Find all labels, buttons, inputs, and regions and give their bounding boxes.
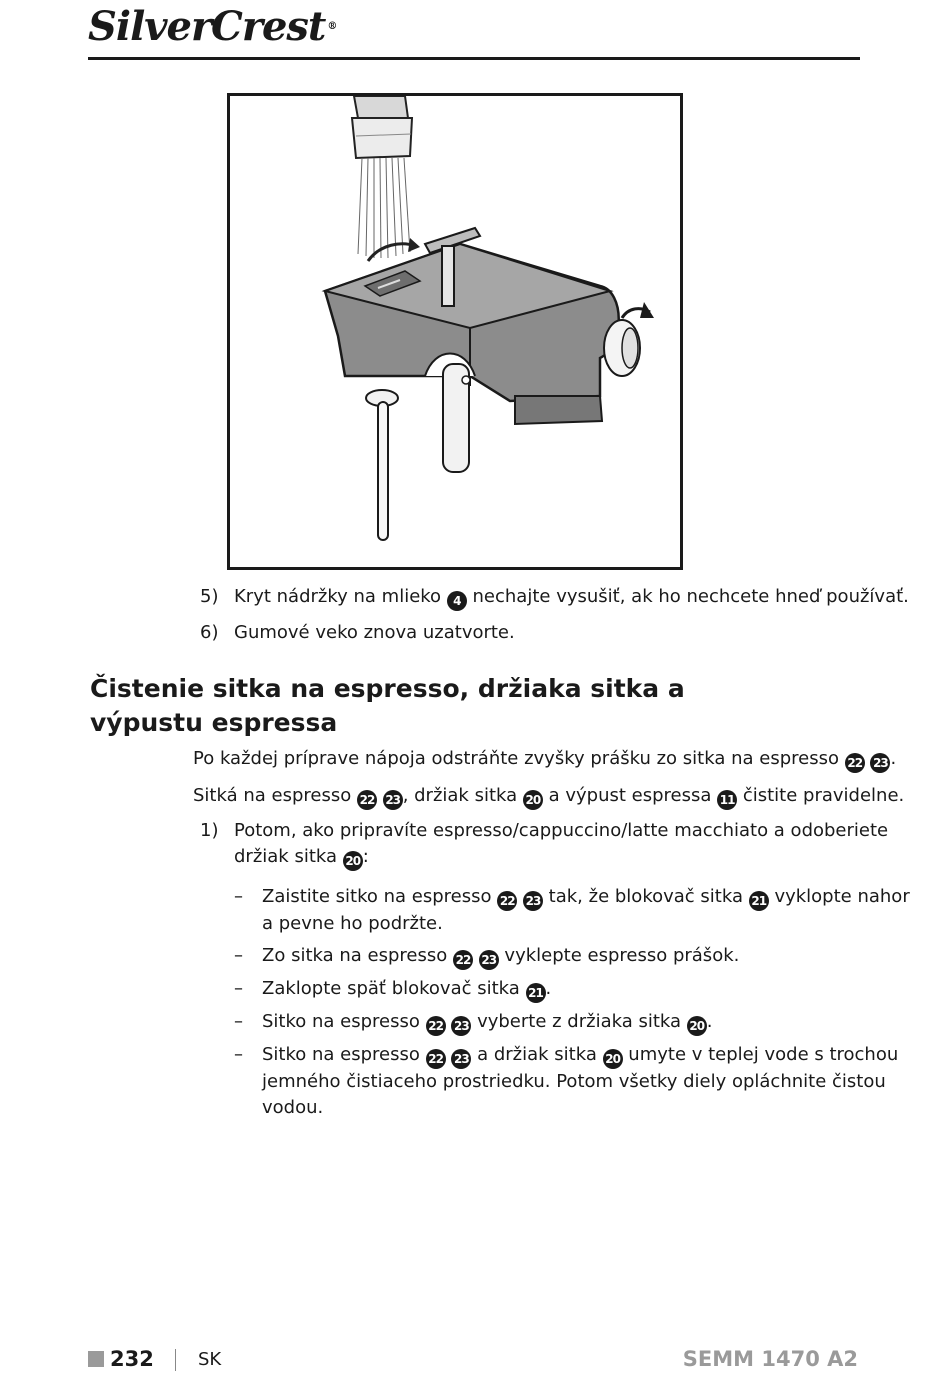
section-heading: Čistenie sitka na espresso, držiaka sitka a výpustu espressa bbox=[90, 674, 685, 737]
faucet-icon bbox=[352, 96, 412, 158]
model-number: SEMM 1470 A2 bbox=[682, 1347, 858, 1371]
milk-tank-illustration bbox=[230, 96, 680, 567]
brand-logo: SilverCrest ® bbox=[88, 3, 337, 50]
step-1: 1) Potom, ako pripravíte espresso/cappuccino/latte macchiato a odoberiete držiak sitka 20 : bbox=[200, 818, 860, 874]
illustration-frame bbox=[227, 93, 683, 570]
footer-separator bbox=[175, 1349, 176, 1371]
bullet-5: – Sitko na espresso 22 23 a držiak sitka 20 umyte v teplej vode s trochou jemného čistiaceho prostriedku. Potom všetky diely opláchnite čistou vodou. bbox=[234, 1044, 899, 1118]
ref-badge: 4 bbox=[447, 591, 467, 611]
paragraph-1: Po každej príprave nápoja odstráňte zvyšky prášku zo sitka na espresso 22 23 . bbox=[193, 746, 863, 773]
bullet-1: – Zaistite sitko na espresso 22 23 tak, že blokovač sitka 21 vyklopte nahor a pevne ho podržte. bbox=[234, 886, 910, 934]
language-code: SK bbox=[198, 1349, 222, 1370]
header-rule bbox=[88, 57, 860, 60]
page-number: 232 bbox=[110, 1347, 154, 1371]
footer-marker bbox=[88, 1351, 104, 1367]
paragraph-2: Sitká na espresso 22 23 , držiak sitka 20 a výpust espressa 11 čistite pravidelne. bbox=[193, 783, 863, 810]
